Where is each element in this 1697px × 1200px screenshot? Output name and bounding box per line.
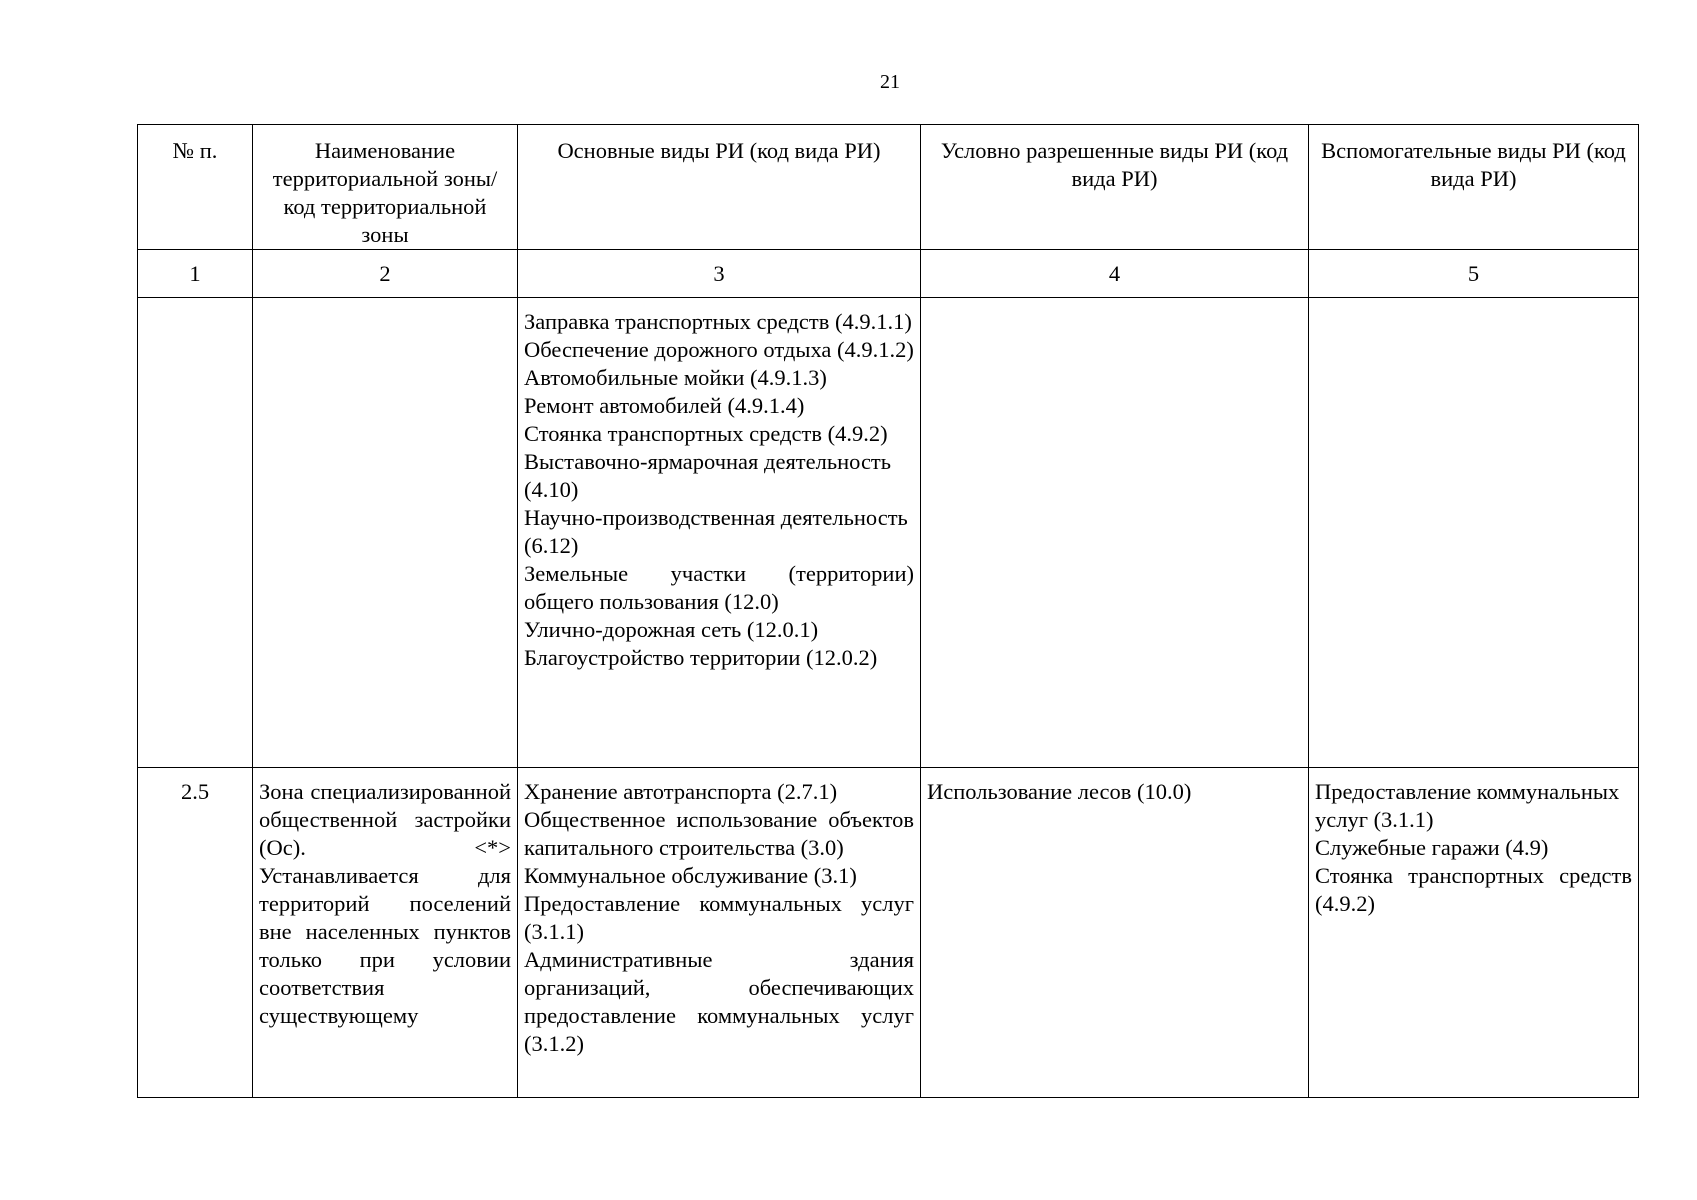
conditional-uses-cell <box>921 768 1309 1098</box>
use-item: Предоставление коммунальных услуг (3.1.1) <box>524 891 914 944</box>
use-item: Улично-дорожная сеть (12.0.1) <box>524 617 819 642</box>
column-number-row <box>138 250 1639 298</box>
use-item: Коммунальное обслуживание (3.1) <box>524 863 857 888</box>
land-use-table <box>137 124 1639 1098</box>
header-main-uses: Основные виды РИ (код вида РИ) <box>518 125 921 250</box>
use-item: Заправка транспортных средств (4.9.1.1) <box>524 309 912 334</box>
use-item: Благоустройство территории (12.0.2) <box>524 645 878 670</box>
use-item: Общественное использование объектов капитального строительства (3.0) <box>524 807 914 860</box>
use-item: Хранение автотранспорта (2.7.1) <box>524 779 838 804</box>
use-item: Земельные участки (территории) общего пользования (12.0) <box>524 561 914 614</box>
use-item: Выставочно-ярмарочная деятельность (4.10) <box>524 449 892 502</box>
header-auxiliary-uses: Вспомогательные виды РИ (код вида РИ) <box>1309 125 1639 250</box>
header-zone-name: Наименование территориальной зоны/код территориальной зоны <box>253 125 518 250</box>
use-item: Обеспечение дорожного отдыха (4.9.1.2) <box>524 337 914 362</box>
use-item: Стоянка транспортных средств (4.9.2) <box>1315 863 1632 916</box>
header-row <box>138 125 1639 250</box>
use-item: Ремонт автомобилей (4.9.1.4) <box>524 393 805 418</box>
use-item: Административные здания организаций, обеспечивающих предоставление коммунальных услуг (3.1.2) <box>524 947 914 1056</box>
zone-name-cell: Зона специализированной общественной застройки (Ос). <*> Устанавливается для территорий поселений вне населенных пунктов только при условии соответствия существующему <box>253 768 518 1098</box>
column-number: 5 <box>1309 250 1639 298</box>
header-number: № п. <box>138 125 253 250</box>
page-number: 21 <box>880 71 900 93</box>
zone-name-cell <box>253 298 518 768</box>
column-number: 2 <box>253 250 518 298</box>
use-item: Научно-производственная деятельность (6.12) <box>524 505 908 558</box>
row-number-cell <box>138 298 253 768</box>
header-conditional-uses: Условно разрешенные виды РИ (код вида РИ) <box>921 125 1309 250</box>
conditional-uses-cell <box>921 298 1309 768</box>
use-item: Предоставление коммунальных услуг (3.1.1) <box>1315 779 1620 832</box>
auxiliary-uses-cell <box>1309 768 1639 1098</box>
column-number: 3 <box>518 250 921 298</box>
table-row <box>138 768 1639 1098</box>
main-uses-cell <box>518 768 921 1098</box>
row-number-cell: 2.5 <box>138 768 253 1098</box>
column-number: 1 <box>138 250 253 298</box>
main-uses-cell <box>518 298 921 768</box>
use-item: Служебные гаражи (4.9) <box>1315 835 1549 860</box>
use-item: Автомобильные мойки (4.9.1.3) <box>524 365 827 390</box>
column-number: 4 <box>921 250 1309 298</box>
use-item: Стоянка транспортных средств (4.9.2) <box>524 421 888 446</box>
table-row <box>138 298 1639 768</box>
auxiliary-uses-cell <box>1309 298 1639 768</box>
use-item: Использование лесов (10.0) <box>927 779 1192 804</box>
